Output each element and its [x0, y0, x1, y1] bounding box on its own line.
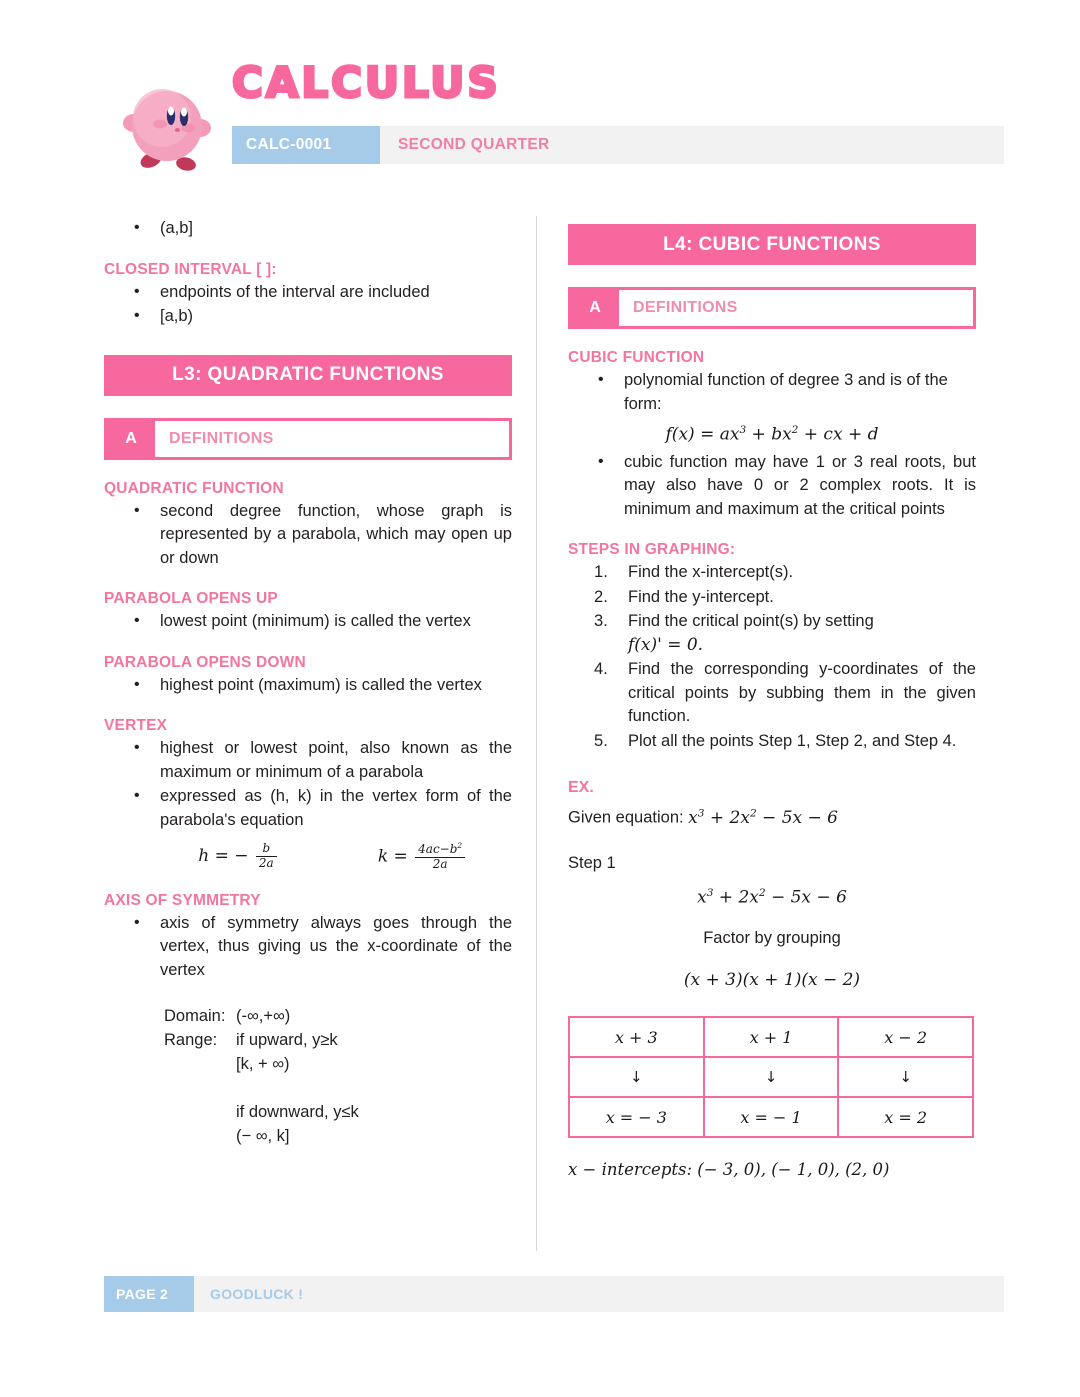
- list-item: Plot all the points Step 1, Step 2, and Step 4.: [628, 731, 957, 750]
- parabola-down-list: [104, 674, 512, 698]
- axis-of-symmetry-heading: AXIS OF SYMMETRY: [104, 891, 261, 909]
- table-cell-factor-1: x + 3: [569, 1017, 704, 1057]
- course-code-tag: CALC-0001: [232, 126, 380, 164]
- cubic-form-mid: + bx: [746, 424, 792, 445]
- down-arrow-icon: ↓: [704, 1057, 839, 1097]
- formula-h-lhs: h =: [198, 845, 229, 866]
- defbox-label: DEFINITIONS: [619, 290, 973, 326]
- formula-h-sign: −: [234, 845, 249, 866]
- spacer: [164, 1076, 512, 1100]
- list-item: • cubic function may have 1 or 3 real roots, but may also have 0 or 2 complex roots. It is minimum and maximum at the critical points: [568, 451, 976, 522]
- given-eq-tail: − 5x − 6: [756, 807, 838, 828]
- cubic-form-lhs: f(x) = ax: [665, 424, 740, 445]
- given-eq-exp1: 3: [697, 807, 705, 820]
- quarter-label: SECOND QUARTER: [398, 136, 550, 153]
- parabola-up-heading: PARABOLA OPENS UP: [104, 590, 278, 607]
- factor-by-grouping-note: Factor by grouping: [703, 929, 841, 948]
- page-header: [0, 0, 1080, 180]
- domain-label: Domain:: [164, 1007, 226, 1026]
- x-intercepts-line: x − intercepts: (− 3, 0), (− 1, 0), (2, 0): [568, 1160, 890, 1180]
- step3-text: Find the critical point(s) by setting: [628, 612, 874, 631]
- eq-tail: − 5x − 6: [765, 887, 847, 908]
- formula-h-fraction: [256, 842, 277, 871]
- formula-k-numerator-exponent: 2: [457, 841, 463, 850]
- range-downward: if downward, y≤k: [236, 1103, 359, 1122]
- step-1-equation: [568, 887, 976, 908]
- list-item: • highest or lowest point, also known as the maximum or minimum of a parabola: [104, 737, 512, 784]
- formula-k-denominator: 2a: [432, 856, 448, 871]
- given-eq-b: + 2x: [704, 807, 750, 828]
- list-item: Find the corresponding y-coordinates of the critical points by subbing them in the given function.: [628, 660, 976, 726]
- defbox-letter: A: [125, 429, 137, 447]
- closed-interval-heading: CLOSED INTERVAL [ ]:: [104, 260, 277, 278]
- closed-interval-list: [104, 281, 512, 329]
- cubic-function-list: [568, 369, 976, 416]
- range-upward-interval: [k, + ∞): [236, 1055, 290, 1074]
- quadratic-function-heading: QUADRATIC FUNCTION: [104, 479, 284, 497]
- vertex-heading: VERTEX: [104, 717, 168, 734]
- list-item: • (a,b]: [104, 217, 512, 241]
- list-item: • axis of symmetry always goes through the vertex, thus giving us the x-coordinate of the vertex: [104, 912, 512, 983]
- table-row: [569, 1057, 973, 1097]
- eq-exp2: 2: [758, 886, 766, 899]
- parabola-up-list: [104, 610, 512, 634]
- list-item: • second degree function, whose graph is represented by a parabola, which may open up or down: [104, 500, 512, 571]
- header-bar: [232, 126, 1004, 164]
- parabola-down-heading: PARABOLA OPENS DOWN: [104, 653, 306, 671]
- formula-k-fraction: [415, 842, 465, 872]
- formula-k-numerator: [415, 842, 465, 858]
- cubic-form-exponent-3: 3: [739, 424, 747, 436]
- list-item: • lowest point (minimum) is called the vertex: [104, 610, 512, 634]
- step-1-label: Step 1: [568, 853, 616, 872]
- range-row: [164, 1028, 512, 1052]
- list-item: • highest point (maximum) is called the vertex: [104, 674, 512, 698]
- steps-in-graphing-heading: STEPS IN GRAPHING:: [568, 541, 736, 559]
- section-banner-l3: L3: QUADRATIC FUNCTIONS: [104, 355, 512, 396]
- formula-k-lhs: k =: [377, 846, 408, 867]
- list-item: • endpoints of the interval are included: [104, 281, 512, 305]
- given-equation-line: [568, 807, 976, 828]
- table-cell-root-2: x = − 1: [704, 1097, 839, 1137]
- defbox-letter: A: [589, 299, 601, 316]
- steps-in-graphing-list: [568, 561, 976, 753]
- range-downward-interval: (− ∞, k]: [236, 1127, 290, 1146]
- footer-message: GOODLUCK !: [210, 1286, 304, 1302]
- cubic-form-exponent-2: 2: [791, 424, 799, 436]
- formula-h-denominator: 2a: [258, 855, 274, 870]
- cubic-general-form: [568, 424, 976, 445]
- list-item: • [a,b): [104, 305, 512, 329]
- list-item: Find the x-intercept(s).: [628, 563, 794, 582]
- given-eq-exp2: 2: [749, 807, 757, 820]
- cubic-form-tail: + cx + d: [798, 424, 879, 445]
- cubic-function-heading: CUBIC FUNCTION: [568, 349, 705, 366]
- quadratic-function-list: [104, 500, 512, 571]
- table-cell-factor-3: x − 2: [838, 1017, 973, 1057]
- cubic-roots-list: [568, 451, 976, 522]
- factored-form: (x + 3)(x + 1)(x − 2): [683, 970, 861, 991]
- page-footer: [104, 1276, 1004, 1312]
- definitions-box-left: [104, 418, 512, 460]
- eq-a: x: [697, 887, 707, 908]
- given-equation-math: [688, 808, 838, 828]
- carryover-bullet-list: [104, 217, 512, 241]
- given-equation-label: Given equation:: [568, 808, 689, 827]
- table-cell-factor-2: x + 1: [704, 1017, 839, 1057]
- step3-formula: f(x)' = 0.: [628, 634, 704, 655]
- list-item: Find the y-intercept.: [628, 587, 774, 606]
- formula-h-numerator: b: [256, 842, 277, 857]
- vertex-list: [104, 737, 512, 832]
- definitions-box-right: [568, 287, 976, 329]
- list-item: • expressed as (h, k) in the vertex form of the parabola's equation: [104, 785, 512, 832]
- vertex-formulas: [104, 842, 512, 872]
- left-column: [104, 216, 512, 1148]
- axis-of-symmetry-list: [104, 912, 512, 983]
- domain-row: [164, 1004, 512, 1028]
- domain-range-block: [104, 1004, 512, 1148]
- list-item: [568, 610, 976, 657]
- domain-value: (-∞,+∞): [236, 1007, 291, 1026]
- column-divider: [536, 216, 537, 1251]
- defbox-label: DEFINITIONS: [155, 421, 509, 457]
- eq-b: + 2x: [713, 887, 759, 908]
- eq-exp1: 3: [706, 886, 714, 899]
- right-column: [568, 216, 976, 1179]
- content-columns: [0, 216, 1080, 1256]
- range-label: Range:: [164, 1031, 218, 1050]
- down-arrow-icon: ↓: [569, 1057, 704, 1097]
- table-cell-root-1: x = − 3: [569, 1097, 704, 1137]
- formula-k-numerator-base: 4ac−b: [418, 842, 458, 856]
- formula-h: [144, 842, 333, 872]
- factor-roots-table: [568, 1016, 974, 1138]
- section-banner-l4: L4: CUBIC FUNCTIONS: [568, 224, 976, 265]
- page-title: CALCULUS: [232, 58, 501, 107]
- example-label: EX.: [568, 779, 594, 797]
- formula-k: [333, 842, 512, 872]
- kirby-icon: [118, 76, 214, 174]
- table-cell-root-3: x = 2: [838, 1097, 973, 1137]
- given-eq-a: x: [688, 807, 698, 828]
- table-row: [569, 1097, 973, 1137]
- page-number-tag: PAGE 2: [104, 1276, 194, 1312]
- down-arrow-icon: ↓: [838, 1057, 973, 1097]
- range-upward: if upward, y≥k: [236, 1031, 338, 1050]
- table-row: [569, 1017, 973, 1057]
- list-item: • polynomial function of degree 3 and is of the form:: [568, 369, 976, 416]
